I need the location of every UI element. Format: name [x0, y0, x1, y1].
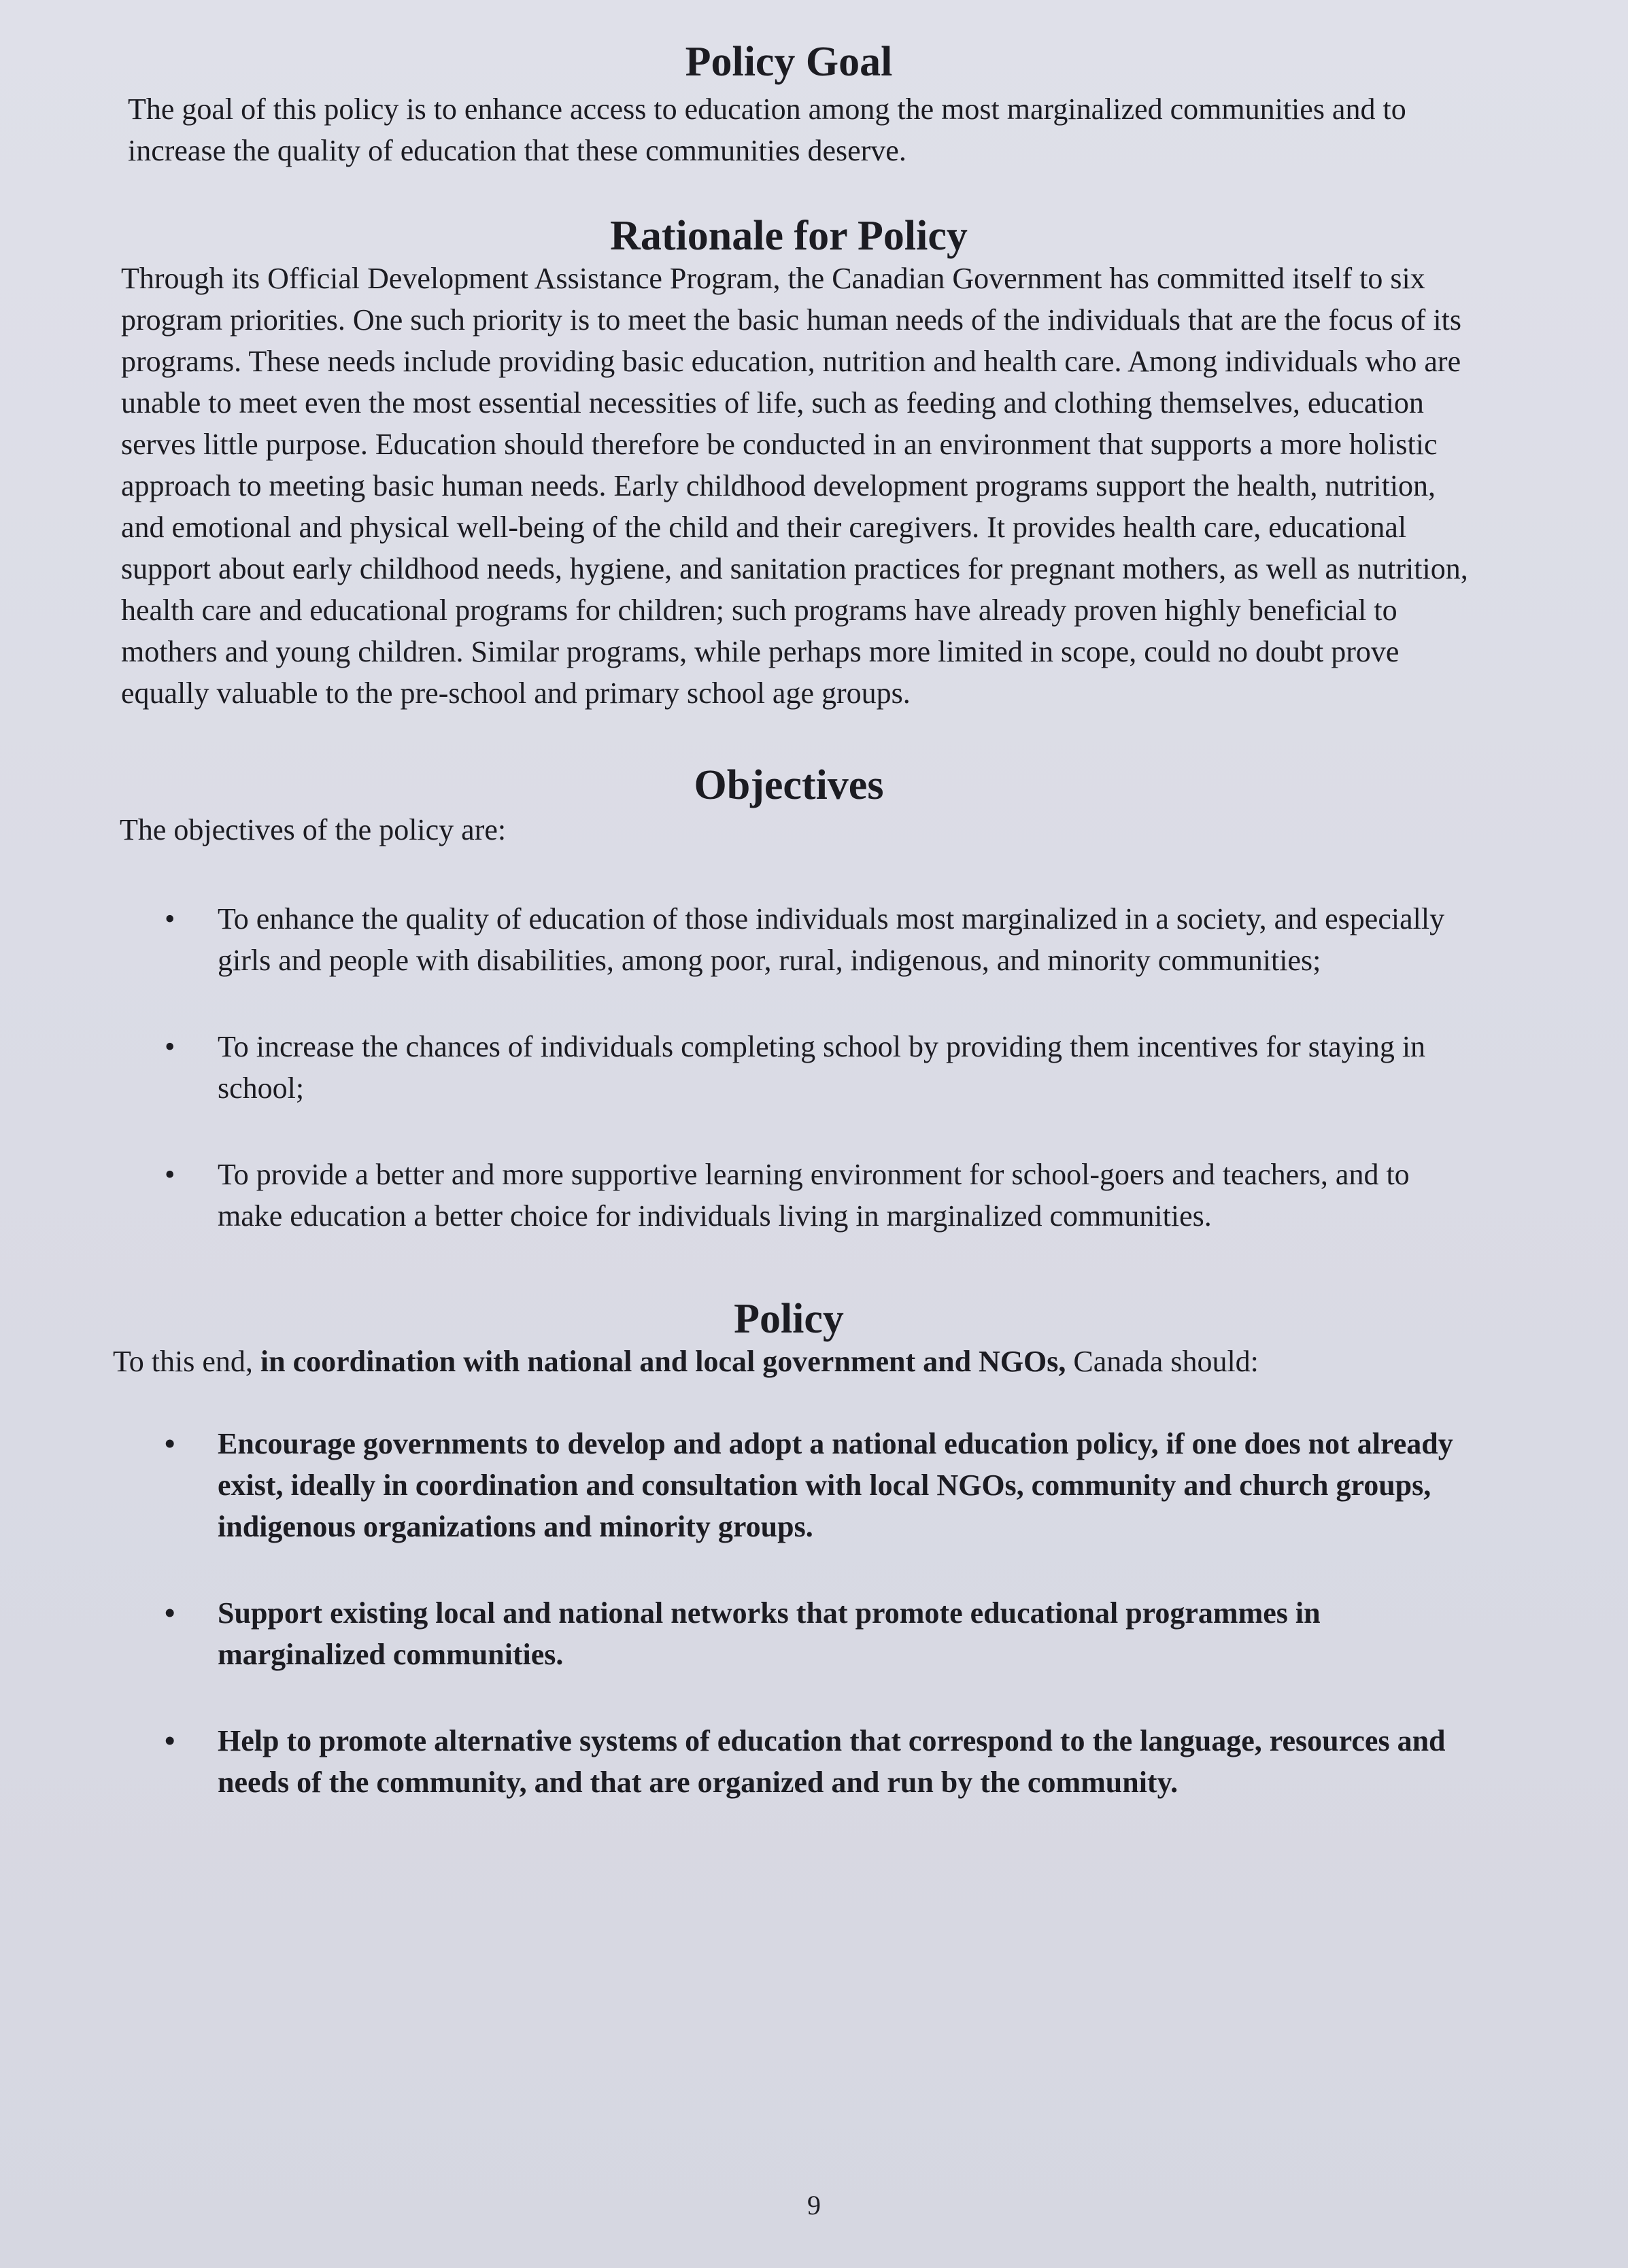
bullet-icon: •	[165, 1596, 175, 1630]
bullet-icon: •	[165, 1030, 175, 1064]
bullet-icon: •	[165, 1723, 175, 1757]
objective-item	[109, 1026, 1469, 1109]
objective-item	[109, 898, 1469, 981]
policy-item	[109, 1592, 1469, 1675]
objectives-list	[109, 898, 1469, 1237]
policy-item-text: Support existing local and national networks that promote educational programmes in marginalized communities.	[218, 1596, 1321, 1671]
objectives-intro: The objectives of the policy are:	[120, 813, 507, 847]
policy-heading: Policy	[734, 1296, 844, 1343]
policy-item-text: Help to promote alternative systems of education that correspond to the language, resources and needs of the community, and that are organized and run by the community.	[218, 1723, 1446, 1799]
objective-text: To enhance the quality of education of those individuals most marginalized in a society, and especially girls and people with disabilities, among poor, rural, indigenous, and minority communities;	[218, 902, 1445, 978]
policy-intro-start: To this end,	[113, 1344, 260, 1378]
policy-intro-bold: in coordination with national and local government and NGOs,	[260, 1344, 1066, 1378]
policy-goal-heading: Policy Goal	[685, 39, 893, 85]
policy-intro-end: Canada should:	[1066, 1344, 1259, 1378]
policy-goal-paragraph: The goal of this policy is to enhance access to education among the most marginalized communities and to increase the quality of education that these communities deserve.	[128, 92, 1406, 168]
objective-text: To provide a better and more supportive learning environment for school-goers and teachers, and to make education a better choice for individuals living in marginalized communities.	[218, 1158, 1410, 1233]
rationale-heading: Rationale for Policy	[610, 213, 968, 260]
objectives-heading: Objectives	[694, 761, 884, 808]
page-content	[109, 34, 1469, 1803]
objective-item	[109, 1154, 1469, 1237]
policy-item-text: Encourage governments to develop and adopt a national education policy, if one does not already exist, ideally in coordination and consultation with local NGOs, community and church groups, indigenous organizations and minority groups.	[218, 1426, 1453, 1543]
policy-list	[109, 1423, 1469, 1803]
policy-item	[109, 1423, 1469, 1547]
policy-item	[109, 1720, 1469, 1803]
bullet-icon: •	[165, 1158, 175, 1192]
rationale-paragraph: Through its Official Development Assistance Program, the Canadian Government has committed itself to six program priorities. One such priority is to meet the basic human needs of the individuals that are the focus of its programs. These needs include providing basic education, nutrition and health care. Among individuals who are unable to meet even the most essential necessities of life, such as feeding and clothing themselves, education serves little purpose. Education should therefore be conducted in an environment that supports a more holistic approach to meeting basic human needs. Early childhood development programs support the health, nutrition, and emotional and physical well-being of the child and their caregivers. It provides health care, educational support about early childhood needs, hygiene, and sanitation practices for pregnant mothers, as well as nutrition, health care and educational programs for children; such programs have already proven highly beneficial to mothers and young children. Similar programs, while perhaps more limited in scope, could no doubt prove equally valuable to the pre-school and primary school age groups.	[121, 261, 1468, 710]
bullet-icon: •	[165, 1426, 175, 1460]
bullet-icon: •	[165, 902, 175, 936]
page-number: 9	[807, 2190, 821, 2220]
policy-intro	[109, 1341, 1469, 1382]
objective-text: To increase the chances of individuals completing school by providing them incentives for staying in school;	[218, 1030, 1426, 1105]
